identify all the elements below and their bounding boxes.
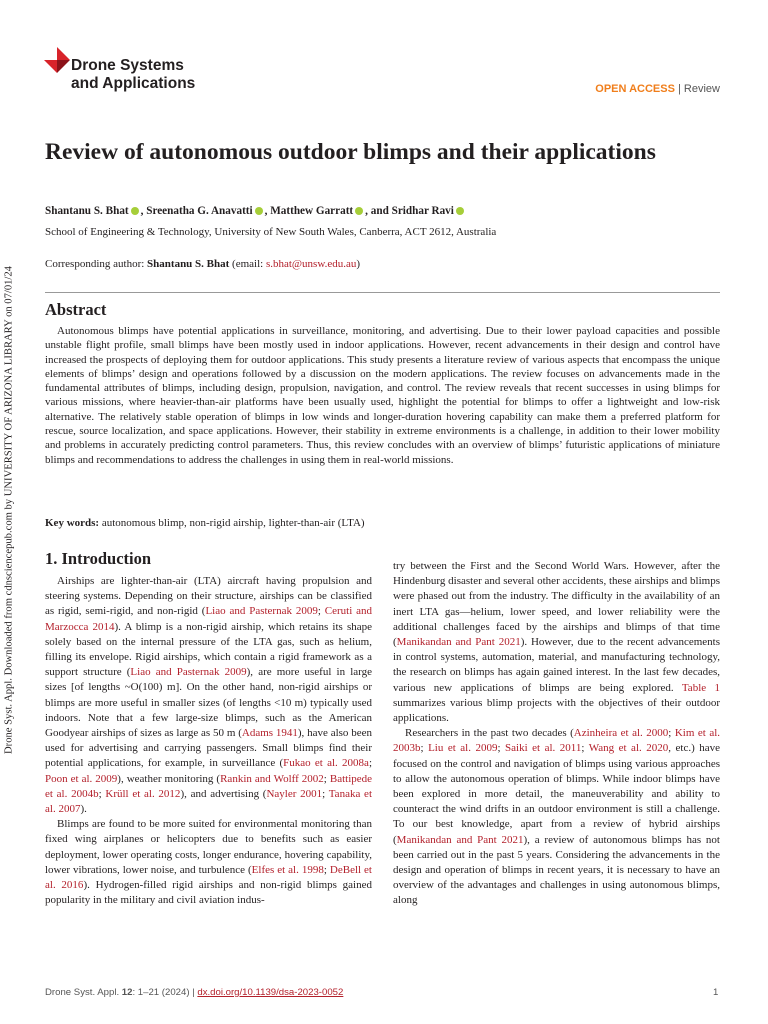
paragraph-text: Researchers in the past two decades (: [405, 727, 574, 740]
right-column: [393, 559, 720, 909]
paragraph-text: ;: [368, 757, 372, 770]
journal-logo[interactable]: [44, 46, 224, 96]
footer-citation: [45, 987, 343, 998]
citation-link[interactable]: Wang et al. 2020: [588, 742, 669, 755]
paragraph-text: summarizes various blimp projects with the objectives of their outdoor applications.: [393, 696, 720, 725]
open-access-label[interactable]: OPEN ACCESS: [595, 83, 675, 95]
citation-link[interactable]: DeBell et al. 2016: [45, 863, 372, 892]
paragraph-text: ;: [98, 787, 106, 800]
paragraph: [45, 574, 372, 817]
author-separator: ,: [140, 205, 147, 217]
author-name[interactable]: Sridhar Ravi: [391, 205, 454, 217]
orcid-icon[interactable]: [255, 207, 263, 215]
paragraph-text: ;: [420, 742, 429, 755]
paragraph-text: ;: [497, 742, 506, 755]
paragraph-text: ;: [322, 787, 329, 800]
paragraph: [393, 559, 720, 726]
paragraph-text: ).: [80, 803, 87, 816]
page-number: 1: [713, 987, 719, 998]
citation-link[interactable]: Ceruti and Marzocca 2014: [45, 605, 372, 633]
author-separator: , and: [365, 205, 392, 217]
abstract-text: Autonomous blimps have potential applications in surveillance, monitoring, and advertising. Due to their lower payload capacities and possible unstable flight profile, small blimps have been mostly used in indoor applications. However, recent advancements in their design and control have increased the prospects of deploying them for outdoor applications. This study presents a literature review of various aspects that encompass the unique elements of blimps’ design and operations followed by a discussion on the modern applications. The review focuses on advancements made in the fundamental attributes of blimps, including design, propulsion, navigation, and control. The review reveals that recent successes in using blimps for various missions, where heavier-than-air platforms have been usually used, highlight the potential for blimps to offer a lightweight and low-risk alternative. The relatively stable operation of blimps in low winds and longer-duration hovering capability can make them a preferred platform for rescue, source localization, and space applications. However, their stability in extreme environments is a challenge, in addition to their lower mobility and problems in accurately predicting control parameters. Thus, this review concludes with an overview of blimps’ futuristic applications of miniature blimps and recommendations to address the challenges in using them in real-world missions.: [45, 325, 720, 466]
journal-mark-icon: [44, 46, 70, 78]
citation-link[interactable]: Azinheira et al. 2000: [573, 727, 669, 740]
doi-link[interactable]: dx.doi.org/10.1139/dsa-2023-0052: [197, 987, 344, 998]
affiliation: School of Engineering & Technology, University of New South Wales, Canberra, ACT 2612, Australia: [45, 226, 497, 238]
introduction-heading: 1. Introduction: [45, 549, 152, 568]
orcid-icon[interactable]: [355, 207, 363, 215]
keywords-list: autonomous blimp, non-rigid airship, lighter-than-air (LTA): [99, 517, 365, 529]
citation-link[interactable]: Elfes et al. 1998: [251, 863, 324, 876]
footer-pages: : 1–21 (2024) |: [132, 987, 198, 998]
paragraph-text: ), are more useful in large sizes [of lengths ~O(100) m]. On the other hand, non-rigid airships or blimps are more useful in smaller sizes (of lengths <10 m) typically used indoors. Note that a few large-size blimps, such as the American Goodyear airships of sizes as large as 50 m (: [45, 666, 372, 740]
download-stamp-text: Drone Syst. Appl. Downloaded from cdnsciencepub.com by UNIVERSITY OF ARIZONA LIBRARY on 07/01/24: [3, 266, 15, 754]
paragraph-text: ;: [323, 772, 330, 785]
paragraph-text: ), a review of autonomous blimps has not been carried out in the past 5 years. Considering the advancements in the design and operation of blimps in recent years, it is necessary to have an overview of the advantages and challenges in using autonomous blimps, along: [393, 833, 720, 907]
journal-name-line2: and Applications: [71, 75, 196, 92]
paragraph-text: ), have also been used for advertising and carrying passengers. Small blimps find their potential applications, for example, in surveillance (: [45, 727, 373, 770]
citation-link[interactable]: Liao and Pasternak 2009: [205, 605, 318, 618]
citation-link[interactable]: Liu et al. 2009: [428, 742, 498, 755]
citation-link[interactable]: Table 1: [681, 681, 721, 694]
footer-journal: Drone Syst. Appl.: [45, 987, 122, 998]
paragraph-text: ), weather monitoring (: [117, 772, 221, 785]
paragraph-text: ;: [668, 727, 675, 740]
citation-link[interactable]: Fukao et al. 2008a: [283, 757, 369, 770]
citation-link[interactable]: Kim et al. 2003b: [393, 727, 721, 755]
orcid-icon[interactable]: [456, 207, 464, 215]
citation-link[interactable]: Nayler 2001: [266, 787, 323, 800]
paragraph-text: ). However, due to the recent advancements in control systems, automation, material, and manufacturing technology, the research on blimps has again gained interest. In the last few decades, various new applications of blimps are being explored.: [393, 636, 720, 694]
corresponding-author: [45, 258, 360, 270]
citation-link[interactable]: Rankin and Wolff 2002: [220, 772, 324, 785]
citation-link[interactable]: Adams 1941: [241, 727, 298, 740]
author-name[interactable]: Sreenatha G. Anavatti: [146, 205, 253, 217]
paragraph: [393, 726, 720, 908]
paragraph-text: Blimps are found to be more suited for environmental monitoring than fixed wing airplanes or helicopters due to benefits such as easier deployment, lower operating costs, longer endurance, hovering capability, lower vibrations, lower noise, and turbulence (: [45, 818, 372, 876]
citation-link[interactable]: Battipede et al. 2004b: [45, 772, 373, 800]
citation-link[interactable]: Liao and Pasternak 2009: [130, 666, 247, 679]
abstract-heading: Abstract: [45, 300, 107, 319]
paragraph-text: ), and advertising (: [180, 787, 267, 800]
paragraph-text: ;: [323, 863, 330, 876]
abstract: [45, 324, 720, 467]
author-name[interactable]: Matthew Garratt: [270, 205, 354, 217]
author-separator: ,: [264, 205, 271, 217]
journal-name-line1: Drone Systems: [71, 57, 184, 74]
corresponding-name: Shantanu S. Bhat: [147, 258, 230, 270]
orcid-icon[interactable]: [131, 207, 139, 215]
paragraph-text: ). A blimp is a non-rigid airship, which retains its shape solely based on the internal pressure of the LTA gas, such as helium, filling its envelope. Rigid airships, which contain a rigid framework as a support structure (: [45, 620, 372, 679]
article-type: [595, 83, 720, 95]
download-stamp: [1, 210, 17, 810]
keywords-label: Key words:: [45, 517, 100, 529]
citation-link[interactable]: Tanaka et al. 2007: [45, 787, 373, 816]
footer-volume: 12: [121, 987, 133, 998]
citation-link[interactable]: Krüll et al. 2012: [105, 787, 181, 800]
keywords: [45, 517, 365, 529]
article-type-label: Review: [683, 83, 720, 95]
paragraph: [45, 817, 372, 908]
paragraph-text: ;: [317, 605, 325, 618]
citation-link[interactable]: Manikandan and Pant 2021: [396, 833, 524, 846]
citation-link[interactable]: Poon et al. 2009: [45, 772, 118, 785]
paragraph-text: ;: [581, 742, 589, 755]
email-link[interactable]: s.bhat@unsw.edu.au: [265, 258, 357, 270]
article-type-separator: |: [674, 83, 684, 95]
corresponding-label: Corresponding author:: [45, 258, 148, 270]
article-title: Review of autonomous outdoor blimps and their applications: [45, 139, 656, 165]
email-suffix: ): [356, 258, 360, 270]
paragraph-text: Airships are lighter-than-air (LTA) aircraft having propulsion and steering systems. Depending on their structure, airships can be classified as rigid, semi-rigid, and non-rigid (: [45, 575, 372, 618]
left-column: [45, 574, 372, 908]
paragraph-text: try between the First and the Second World Wars. However, after the Hindenburg disaster and several other accidents, these airships and blimps were phased out from the industry. The difficulty in the availability of an inert LTA gas—helium, lower speed, and lower reliability were the additional challenges faced by the airships and blimps of that time (: [393, 560, 720, 649]
citation-link[interactable]: Manikandan and Pant 2021: [396, 636, 521, 649]
divider: [45, 292, 720, 293]
author-list: [45, 205, 466, 217]
paragraph-text: ). Hydrogen-filled rigid airships and non-rigid blimps gained popularity in the military and civil aviation indus-: [45, 879, 372, 907]
paragraph-text: , etc.) have focused on the control and navigation of blimps using various approaches to allow the autonomous operation of blimps. While indoor blimps have been explored in more detail, the maneuverability and ability to counteract the wind drifts in an outdoor environment is still a challenge. To our best knowledge, apart from a review of hybrid airships (: [393, 742, 720, 846]
author-name[interactable]: Shantanu S. Bhat: [45, 205, 129, 217]
email-prefix: (email:: [229, 258, 266, 270]
citation-link[interactable]: Saiki et al. 2011: [505, 742, 582, 755]
